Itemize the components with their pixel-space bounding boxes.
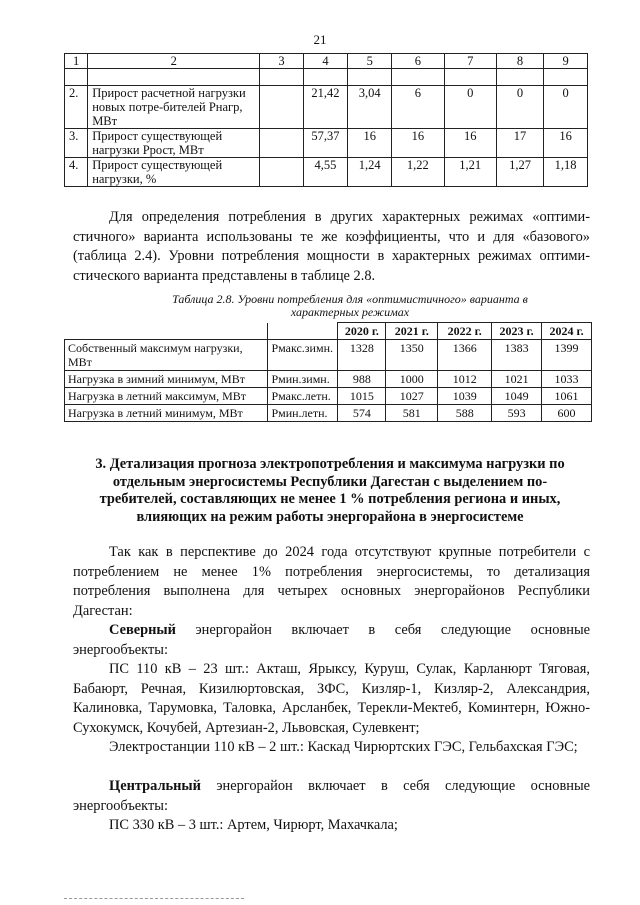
cell: 16 xyxy=(544,129,588,158)
cell: 1350 xyxy=(386,340,438,371)
row-symbol: Рмакс.летн. xyxy=(268,388,338,405)
header-cell: 4 xyxy=(303,54,348,69)
cell: 1000 xyxy=(386,371,438,388)
row-label: Прирост расчетной нагрузки новых потре-бителей Pнагр, МВт xyxy=(88,86,260,129)
cell: 988 xyxy=(338,371,386,388)
table-row xyxy=(65,388,592,405)
cell: 3,04 xyxy=(348,86,392,129)
paragraph-coefficients xyxy=(73,208,590,286)
year-header: 2020 г. xyxy=(338,323,386,340)
header-cell: 6 xyxy=(392,54,444,69)
cell: 574 xyxy=(338,405,386,422)
paragraph-text: Электростанции 110 кВ – 2 шт.: Каскад Чирюртских ГЭС, Гельбахская ГЭС; xyxy=(109,739,578,755)
page-number: 21 xyxy=(313,32,327,47)
row-label: Нагрузка в зимний минимум, МВт xyxy=(65,371,268,388)
paragraph-north-plants xyxy=(73,738,590,758)
table-row xyxy=(65,371,592,388)
row-label: Собственный максимум нагрузки, МВт xyxy=(65,340,268,371)
cell xyxy=(260,129,303,158)
paragraph-intro xyxy=(73,543,590,621)
table-row xyxy=(65,340,592,371)
cell: 1,22 xyxy=(392,158,444,187)
section-heading: 3. Детализация прогноза электропотребления и максимума нагрузки по отдельным энергосистемы Республики Дагестан с выделением по-требителей, составляющих не менее 1 % потребления региона и иных, влияющих на режим работы энергорайона в энергосистеме xyxy=(95,456,565,525)
row-symbol: Рмин.зимн. xyxy=(268,371,338,388)
cell: 1328 xyxy=(338,340,386,371)
cell: 1383 xyxy=(492,340,542,371)
row-number: 4. xyxy=(65,158,88,187)
paragraph-text: Для определения потребления в других характерных режимах «оптими-стичного» варианта использованы те же коэффициенты, что и для «базового» (таблица 2.4). Уровни потребления мощности в характерных режимах оптими-стического варианта представлены в таблице 2.8. xyxy=(73,209,590,284)
table-header-row xyxy=(65,323,592,340)
header-cell: 8 xyxy=(496,54,543,69)
cell xyxy=(260,158,303,187)
cell: 1366 xyxy=(438,340,492,371)
cell: 1,21 xyxy=(444,158,496,187)
cell: 1,24 xyxy=(348,158,392,187)
cell: 1021 xyxy=(492,371,542,388)
cell: 1,27 xyxy=(496,158,543,187)
cell: 16 xyxy=(392,129,444,158)
header-cell: 7 xyxy=(444,54,496,69)
district-name-central: Центральный xyxy=(109,778,201,794)
header-cell: 9 xyxy=(544,54,588,69)
table-caption: Таблица 2.8. Уровни потребления для «оптимистичного» варианта в характерных режимах xyxy=(172,292,528,319)
row-label: Прирост существующей нагрузки Pрост, МВт xyxy=(88,129,260,158)
cell: 0 xyxy=(444,86,496,129)
table-row-empty xyxy=(65,69,588,86)
paragraph-central-substations xyxy=(73,816,590,836)
paragraph-north-substations xyxy=(73,660,590,738)
year-header: 2021 г. xyxy=(386,323,438,340)
table-row xyxy=(65,86,588,129)
cell: 6 xyxy=(392,86,444,129)
year-header: 2023 г. xyxy=(492,323,542,340)
row-number: 2. xyxy=(65,86,88,129)
paragraph-text: Так как в перспективе до 2024 года отсутствуют крупные потребители с потреблением не менее 1% потребления энергосистемы, то детализация потребления выполнена для четырех основных энергорайонов Республики Дагестан: xyxy=(73,544,590,619)
row-symbol: Рмакс.зимн. xyxy=(268,340,338,371)
cell: 593 xyxy=(492,405,542,422)
paragraph-north xyxy=(73,621,590,660)
paragraph-text: ПС 110 кВ – 23 шт.: Акташ, Ярыксу, Куруш, Сулак, Карланюрт Тяговая, Бабаюрт, Речная, Кизилюртовская, ЗФС, Кизляр-1, Кизляр-2, Александрия, Калиновка, Тарумовка, Таловка, Арсланбек, Терекли-Мектеб, Коминтерн, Южно-Сухокумск, Кочубей, Артезиан-2, Львовская, Сулевкент; xyxy=(73,661,590,736)
cell: 588 xyxy=(438,405,492,422)
cell: 600 xyxy=(542,405,592,422)
table-header-row xyxy=(65,54,588,69)
header-cell: 3 xyxy=(260,54,303,69)
header-cell: 1 xyxy=(65,54,88,69)
paragraph-text: ПС 330 кВ – 3 шт.: Артем, Чирюрт, Махачкала; xyxy=(109,817,398,833)
paragraph-text: энергорайон включает в себя следующие основные энергообъекты: xyxy=(73,622,590,658)
table-consumption-levels xyxy=(64,322,592,422)
year-header: 2024 г. xyxy=(542,323,592,340)
row-label: Нагрузка в летний максимум, МВт xyxy=(65,388,268,405)
district-name-north: Северный xyxy=(109,622,176,638)
cell: 4,55 xyxy=(303,158,348,187)
cell: 1039 xyxy=(438,388,492,405)
footer-line xyxy=(64,898,244,901)
cell: 0 xyxy=(496,86,543,129)
cell: 16 xyxy=(444,129,496,158)
cell: 21,42 xyxy=(303,86,348,129)
table-row xyxy=(65,158,588,187)
table-row xyxy=(65,405,592,422)
cell xyxy=(260,86,303,129)
cell: 1061 xyxy=(542,388,592,405)
cell: 1033 xyxy=(542,371,592,388)
row-number: 3. xyxy=(65,129,88,158)
cell: 0 xyxy=(544,86,588,129)
year-header: 2022 г. xyxy=(438,323,492,340)
cell: 1027 xyxy=(386,388,438,405)
row-symbol: Рмин.летн. xyxy=(268,405,338,422)
row-label: Нагрузка в летний минимум, МВт xyxy=(65,405,268,422)
cell: 57,37 xyxy=(303,129,348,158)
cell: 1015 xyxy=(338,388,386,405)
cell: 17 xyxy=(496,129,543,158)
cell: 1,18 xyxy=(544,158,588,187)
header-cell: 2 xyxy=(88,54,260,69)
cell: 1049 xyxy=(492,388,542,405)
cell: 1012 xyxy=(438,371,492,388)
paragraph-central xyxy=(73,777,590,816)
header-cell: 5 xyxy=(348,54,392,69)
table-load-growth xyxy=(64,53,588,187)
row-label: Прирост существующей нагрузки, % xyxy=(88,158,260,187)
table-row xyxy=(65,129,588,158)
cell: 581 xyxy=(386,405,438,422)
cell: 16 xyxy=(348,129,392,158)
cell: 1399 xyxy=(542,340,592,371)
paragraph-text: энергорайон включает в себя следующие основные энергообъекты: xyxy=(73,778,590,814)
